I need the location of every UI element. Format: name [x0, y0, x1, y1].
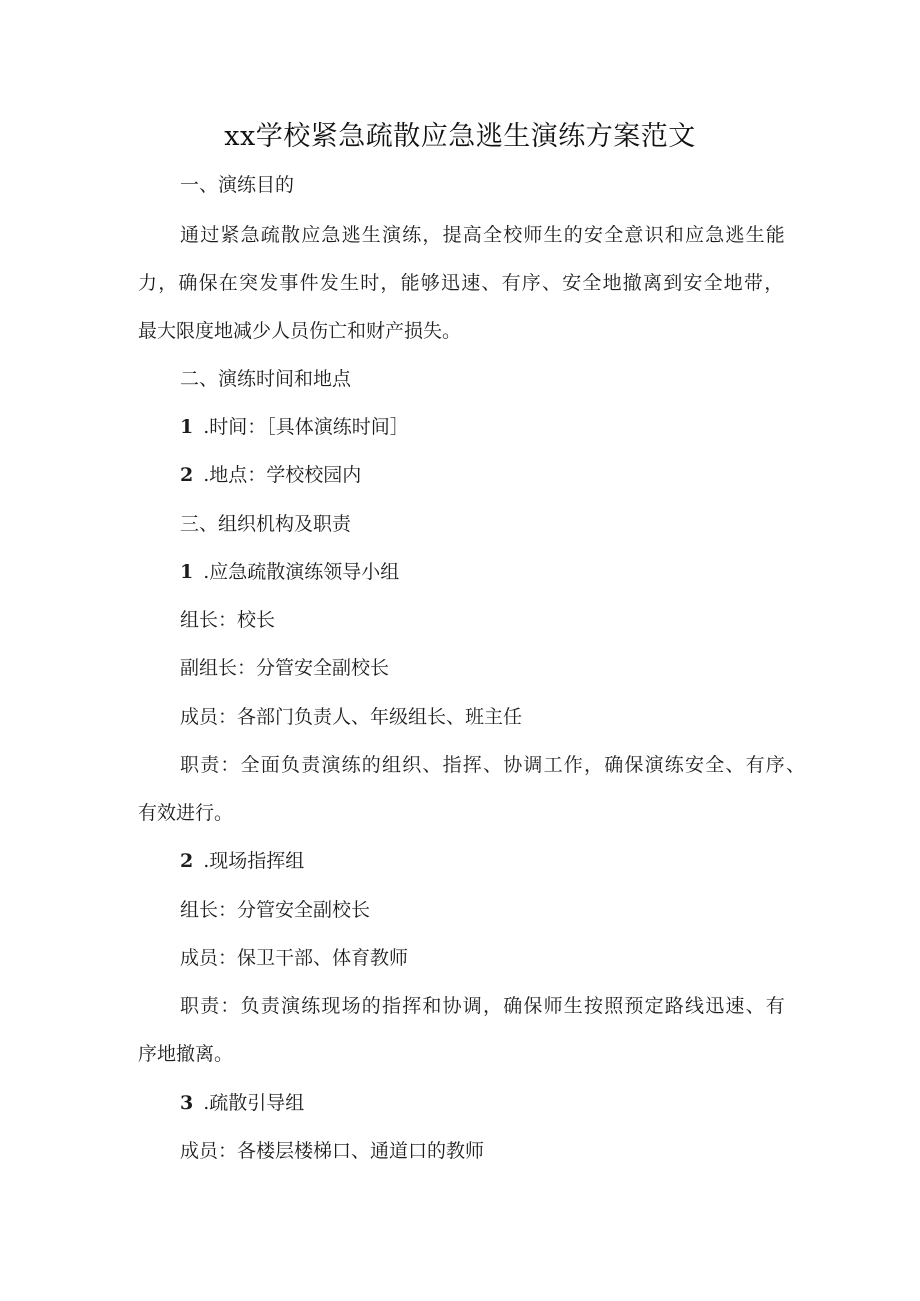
section-heading: 一、演练目的 — [180, 174, 295, 196]
list-number: 2 — [180, 464, 194, 486]
paragraph-line: 力，确保在突发事件发生时，能够迅速、有序、安全地撤离到安全地带， — [138, 272, 785, 294]
paragraph-line: 序地撤离。 — [138, 1043, 234, 1065]
list-item-text: .疏散引导组 — [203, 1092, 305, 1114]
list-item-text: .现场指挥组 — [203, 850, 305, 872]
list-item — [180, 557, 399, 587]
document-title: xx学校紧急疏散应急逃生演练方案范文 — [224, 121, 696, 152]
list-number: 2 — [180, 850, 194, 872]
list-number: 1 — [180, 416, 194, 438]
list-item-text: .时间：［具体演练时间］ — [203, 416, 409, 438]
paragraph-line: 有效进行。 — [138, 802, 234, 824]
list-item-text: .应急疏散演练领导小组 — [203, 561, 400, 583]
paragraph-line: 副组长：分管安全副校长 — [180, 657, 390, 679]
list-item — [180, 846, 304, 876]
paragraph-line: 职责：负责演练现场的指挥和协调，确保师生按照预定路线迅速、有 — [180, 995, 787, 1017]
paragraph-line: 组长：分管安全副校长 — [180, 899, 371, 921]
paragraph-line: 通过紧急疏散应急逃生演练，提高全校师生的安全意识和应急逃生能 — [180, 224, 787, 246]
paragraph-line: 职责：全面负责演练的组织、指挥、协调工作，确保演练安全、有序、 — [180, 754, 807, 776]
list-number: 3 — [180, 1092, 194, 1114]
section-heading: 三、组织机构及职责 — [180, 513, 352, 535]
list-item — [180, 412, 409, 442]
paragraph-line: 成员：各楼层楼梯口、通道口的教师 — [180, 1140, 485, 1162]
list-item — [180, 460, 361, 490]
paragraph-line: 成员：各部门负责人、年级组长、班主任 — [180, 706, 523, 728]
list-item — [180, 1088, 304, 1118]
paragraph-line: 成员：保卫干部、体育教师 — [180, 947, 409, 969]
list-number: 1 — [180, 561, 194, 583]
paragraph-line: 组长：校长 — [180, 609, 276, 631]
section-heading: 二、演练时间和地点 — [180, 368, 352, 390]
list-item-text: .地点：学校校园内 — [203, 464, 362, 486]
paragraph-line: 最大限度地减少人员伤亡和财产损失。 — [138, 320, 462, 342]
